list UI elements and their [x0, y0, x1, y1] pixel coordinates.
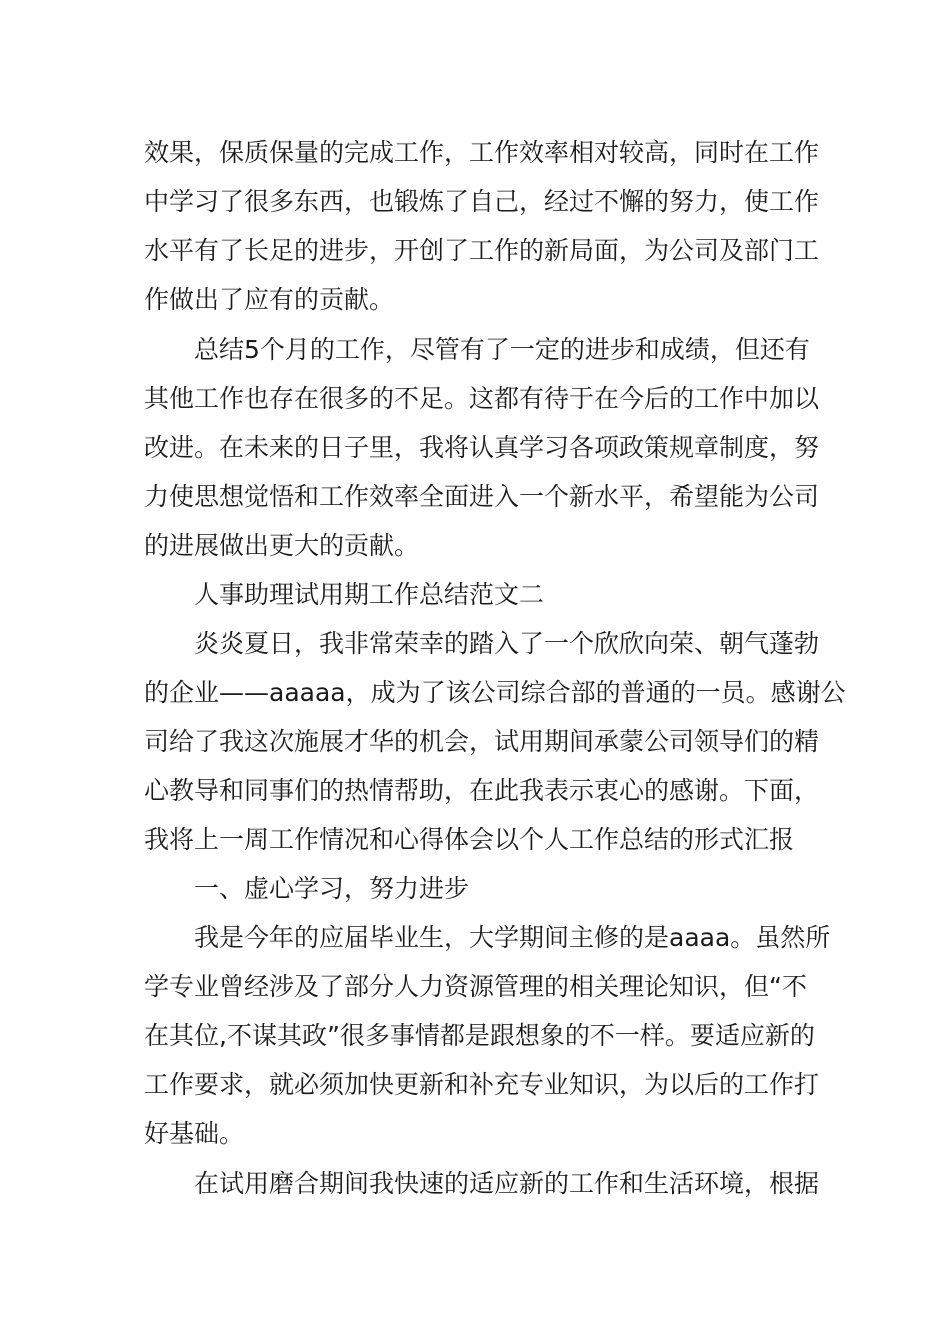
text-line: 其他工作也存在很多的不足。这都有待于在今后的工作中加以: [144, 384, 820, 413]
text-line: 炎炎夏日，我非常荣幸的踏入了一个欣欣向荣、朝气蓬勃: [194, 629, 820, 658]
text-line: 的企业——aaaaa，成为了该公司综合部的普通的一员。感谢公: [144, 678, 846, 707]
text-line: 我是今年的应届毕业生，大学期间主修的是aaaa。虽然所: [194, 923, 831, 952]
text-line: 的进展做出更大的贡献。: [144, 531, 420, 560]
text-line: 在试用磨合期间我快速的适应新的工作和生活环境，根据: [194, 1169, 820, 1198]
text-line: 水平有了长足的进步，开创了工作的新局面，为公司及部门工: [144, 236, 820, 265]
text-line: 学专业曾经涉及了部分人力资源管理的相关理论知识，但“不: [144, 972, 807, 1001]
text-line: 一、虚心学习，努力进步: [194, 874, 470, 903]
text-line: 在其位,不谋其政”很多事情都是跟想象的不一样。要适应新的: [144, 1021, 815, 1050]
text-line: 总结5个月的工作，尽管有了一定的进步和成绩，但还有: [194, 335, 810, 364]
text-line: 中学习了很多东西，也锻炼了自己，经过不懈的努力，使工作: [144, 187, 820, 216]
text-line: 效果，保质保量的完成工作，工作效率相对较高，同时在工作: [144, 138, 820, 167]
paragraph-2: [144, 325, 820, 570]
text-line: 力使思想觉悟和工作效率全面进入一个新水平，希望能为公司: [144, 482, 820, 511]
text-line: 司给了我这次施展才华的机会，试用期间承蒙公司领导们的精: [144, 727, 820, 756]
document-body: [144, 128, 846, 1208]
paragraph-6: [144, 913, 831, 1158]
text-line: 人事助理试用期工作总结范文二: [194, 580, 545, 609]
text-line: 心教导和同事们的热情帮助，在此我表示衷心的感谢。下面，: [144, 776, 820, 805]
paragraph-1: [144, 128, 820, 324]
text-line: 好基础。: [144, 1119, 245, 1148]
text-line: 工作要求，就必须加快更新和补充专业知识，为以后的工作打: [144, 1070, 820, 1099]
paragraph-7: [144, 1159, 820, 1208]
paragraph-4: [144, 619, 846, 864]
subheading: [144, 864, 806, 913]
text-line: 我将上一周工作情况和心得体会以个人工作总结的形式汇报: [144, 825, 795, 854]
text-line: 作做出了应有的贡献。: [144, 285, 395, 314]
text-line: 改进。在未来的日子里，我将认真学习各项政策规章制度，努: [144, 433, 820, 462]
section-title: [144, 570, 806, 619]
